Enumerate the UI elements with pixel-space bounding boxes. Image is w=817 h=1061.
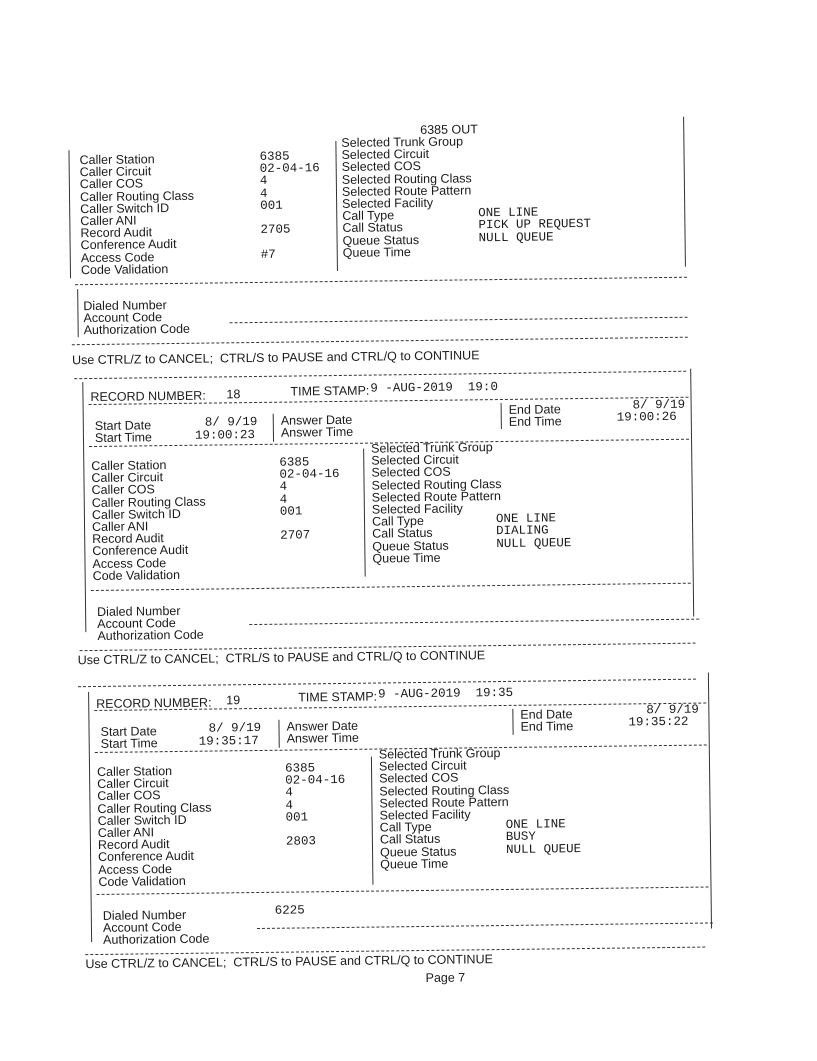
field-value: 4 [279, 480, 288, 495]
field-label: Dialed Number [97, 603, 181, 619]
time-stamp: 9 -AUG-2019 19:0 [370, 380, 498, 396]
column-divider [363, 449, 366, 577]
answer-time-label: Answer Time [286, 730, 359, 746]
field-label: Selected COS [371, 465, 451, 480]
field-label: Caller ANI [80, 213, 137, 229]
field-label: Selected Route Pattern [379, 794, 509, 811]
field-value: 6385 [279, 455, 310, 470]
control-prompt: Use CTRL/Z to CANCEL; CTRL/S to PAUSE and CTRL/Q to CONTINUE [85, 952, 493, 972]
field-value: 4 [285, 785, 293, 801]
field-value: BUSY [505, 829, 536, 845]
field-value: ONE LINE [495, 511, 557, 527]
field-label: Caller Switch ID [91, 506, 181, 522]
field-value: 6385 [259, 149, 290, 164]
end-time: 19:35:22 [628, 714, 689, 730]
start-date-label: Start Date [94, 418, 152, 433]
field-label: Selected Routing Class [341, 170, 472, 187]
field-label: Caller Circuit [97, 776, 169, 792]
divider [74, 371, 686, 379]
start-date: 8/ 9/19 [208, 720, 262, 736]
field-label: Caller Circuit [91, 470, 164, 486]
field-value: 4 [285, 798, 294, 813]
field-label: Caller COS [91, 482, 155, 498]
field-label: Selected Facility [371, 501, 463, 517]
field-label: Access Code [98, 861, 172, 877]
start-time: 19:00:23 [194, 428, 256, 443]
field-label: Selected Facility [342, 195, 434, 211]
field-value: 4 [259, 174, 268, 189]
field-label: Caller Switch ID [80, 200, 170, 216]
field-label: Selected Route Pattern [341, 183, 472, 199]
field-label: Call Status [342, 220, 403, 236]
field-label: Selected Route Pattern [371, 488, 502, 505]
field-label: Selected COS [341, 159, 421, 175]
field-label: Call Type [371, 514, 424, 529]
record-block-continued [0, 0, 811, 368]
field-label: Access Code [92, 555, 167, 571]
field-label: Selected Trunk Group [371, 440, 493, 456]
trunk-direction: 6385 OUT [420, 122, 478, 137]
field-label: Code Validation [92, 567, 181, 583]
field-label: Code Validation [80, 261, 169, 277]
field-label: Selected Circuit [341, 147, 430, 163]
time-stamp-label: TIME STAMP: [298, 689, 378, 705]
field-value: 001 [260, 198, 283, 213]
field-label: Caller ANI [97, 825, 155, 840]
dialed-number-value: 6225 [274, 903, 305, 918]
divider [75, 277, 687, 285]
end-date: 8/ 9/19 [632, 397, 686, 413]
column-divider [501, 403, 502, 429]
field-label: Access Code [80, 249, 155, 265]
field-value: 02-04-16 [259, 161, 320, 177]
field-value: #7 [260, 247, 276, 262]
divider [78, 679, 696, 688]
field-label: Conference Audit [98, 849, 195, 865]
right-border [690, 369, 694, 617]
start-date: 8/ 9/19 [204, 414, 258, 430]
divider [249, 619, 699, 625]
field-label: Selected Circuit [378, 758, 467, 774]
start-time-label: Start Time [100, 736, 158, 751]
column-divider [278, 720, 279, 748]
field-label: Caller Switch ID [97, 812, 187, 828]
field-label: Call Status [372, 526, 433, 541]
field-value: NULL QUEUE [478, 229, 554, 245]
end-date-label: End Date [508, 402, 561, 417]
field-label: Record Audit [80, 225, 153, 241]
field-value: NULL QUEUE [505, 841, 582, 857]
record-number-label: RECORD NUMBER: [90, 388, 206, 405]
field-label: Caller Routing Class [97, 800, 212, 816]
end-time-label: End Time [520, 719, 574, 734]
field-label: Caller Routing Class [91, 494, 206, 510]
field-label: Queue Status [372, 538, 449, 554]
field-value: 2705 [260, 222, 291, 238]
answer-date-label: Answer Date [286, 718, 359, 734]
field-label: Caller Station [96, 764, 173, 779]
field-value: 02-04-16 [285, 773, 346, 788]
start-time: 19:35:17 [198, 733, 259, 749]
field-label: Record Audit [92, 531, 164, 547]
divider [91, 583, 691, 591]
field-label: Call Status [379, 832, 441, 847]
field-label: Caller Station [79, 152, 155, 168]
field-label: Authorization Code [83, 321, 191, 338]
field-label: Authorization Code [103, 931, 210, 947]
field-label: Selected Routing Class [379, 782, 510, 799]
field-value: 001 [279, 504, 303, 519]
control-prompt: Use CTRL/Z to CANCEL; CTRL/S to PAUSE and CTRL/Q to CONTINUE [71, 348, 480, 368]
field-label: Selected Trunk Group [378, 746, 501, 762]
end-time-label: End Time [508, 414, 562, 429]
divider [97, 887, 709, 895]
time-stamp: 9 -AUG-2019 19:35 [378, 685, 514, 702]
record-number: 19 [226, 693, 241, 708]
column-divider [335, 141, 338, 271]
field-label: Record Audit [97, 837, 170, 853]
field-label: Account Code [83, 310, 163, 326]
field-label: Selected Trunk Group [341, 134, 464, 150]
time-stamp-label: TIME STAMP: [290, 383, 370, 399]
start-date-label: Start Date [100, 724, 157, 739]
answer-date-label: Answer Date [280, 412, 353, 428]
column-divider [273, 414, 274, 442]
page-number: Page 7 [425, 970, 466, 985]
start-time-label: Start Time [94, 430, 153, 445]
field-value: 4 [279, 492, 288, 507]
field-label: Account Code [97, 615, 176, 631]
field-value: 02-04-16 [279, 467, 340, 482]
field-value: ONE LINE [505, 817, 566, 833]
field-value: 2707 [280, 528, 311, 543]
field-value: DIALING [496, 523, 549, 539]
field-label: Conference Audit [80, 237, 177, 253]
field-label: Caller ANI [91, 519, 149, 535]
field-value: 4 [259, 186, 268, 201]
field-label: Queue Time [372, 550, 441, 566]
divider [72, 337, 688, 346]
field-label: Selected Circuit [371, 452, 459, 468]
left-border [68, 150, 71, 278]
field-label: Call Type [379, 820, 432, 835]
left-border [82, 382, 86, 632]
field-label: Queue Time [380, 856, 449, 872]
field-label: Authorization Code [97, 627, 204, 643]
end-time: 19:00:26 [616, 409, 677, 425]
field-value: PICK UP REQUEST [478, 217, 592, 233]
field-label: Caller Routing Class [79, 188, 195, 204]
field-value: 2803 [285, 834, 317, 849]
field-label: Queue Status [379, 844, 457, 860]
field-label: Selected Facility [379, 807, 471, 823]
field-label: Call Type [342, 208, 395, 224]
field-label: Queue Status [342, 232, 420, 248]
field-value: 6385 [284, 761, 316, 776]
column-divider [512, 709, 513, 735]
column-divider [371, 757, 374, 885]
field-label: Caller Circuit [79, 164, 152, 180]
end-date: 8/ 9/19 [646, 702, 699, 718]
field-label: Caller COS [97, 788, 161, 804]
record-number-label: RECORD NUMBER: [96, 695, 212, 711]
answer-time-label: Answer Time [280, 424, 354, 440]
field-label: Selected COS [379, 770, 459, 786]
divider [230, 317, 688, 324]
field-value: NULL QUEUE [496, 535, 572, 551]
field-label: Caller Station [91, 458, 167, 474]
field-label: Selected Routing Class [371, 476, 502, 493]
field-label: Queue Time [342, 244, 411, 260]
field-label: Code Validation [98, 873, 186, 889]
field-label: Dialed Number [102, 907, 187, 923]
control-prompt: Use CTRL/Z to CANCEL; CTRL/S to PAUSE and CTRL/Q to CONTINUE [77, 648, 486, 668]
left-border [88, 692, 92, 942]
field-label: Dialed Number [83, 298, 167, 314]
right-border [708, 672, 712, 928]
left-border [77, 289, 79, 337]
record-number: 18 [226, 387, 241, 402]
field-value: 001 [285, 810, 309, 825]
field-label: Conference Audit [92, 543, 189, 559]
field-value: ONE LINE [478, 205, 539, 221]
divider [257, 922, 713, 929]
field-label: Caller COS [79, 176, 144, 192]
right-border [683, 117, 686, 267]
field-label: Account Code [102, 919, 182, 935]
end-date-label: End Date [520, 707, 573, 722]
